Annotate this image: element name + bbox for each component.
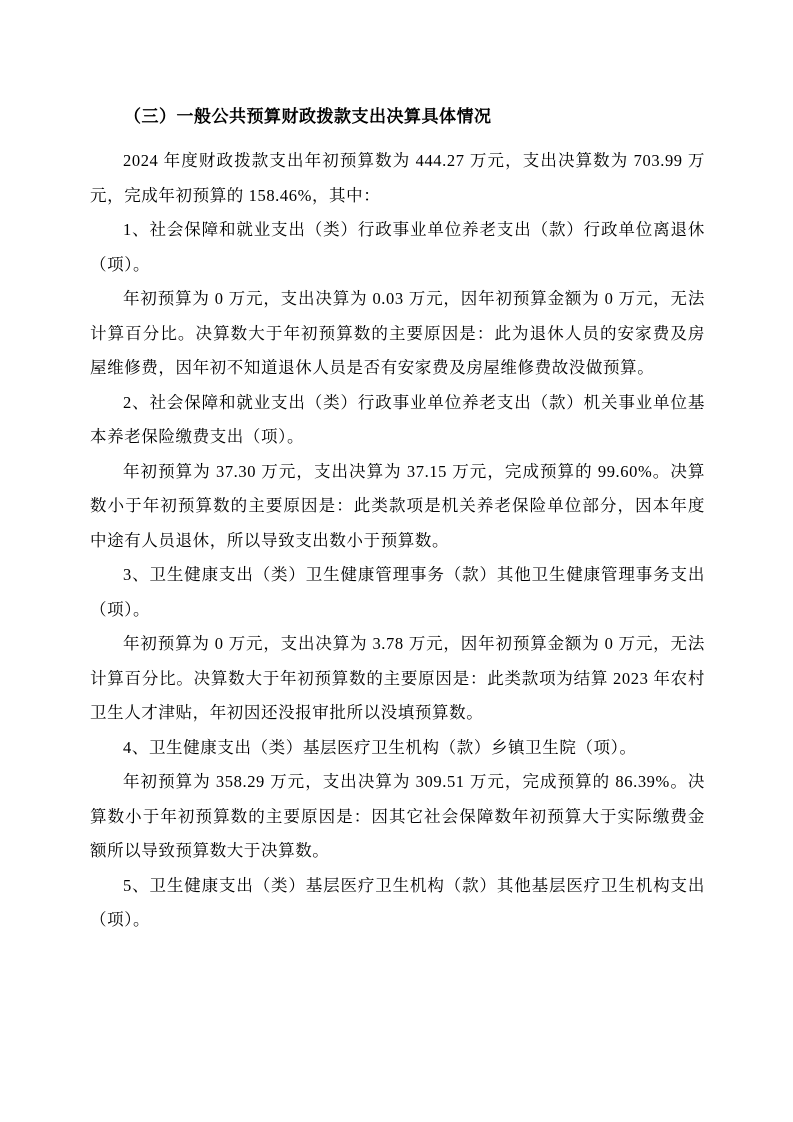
paragraph-item-2-detail: 年初预算为 37.30 万元，支出决算为 37.15 万元，完成预算的 99.60%。决算数小于年初预算数的主要原因是：此类款项是机关养老保险单位部分，因本年度中途有人员退休，所以导致支出数小于预算数。	[90, 461, 705, 550]
paragraph-item-5-title: 5、卫生健康支出（类）基层医疗卫生机构（款）其他基层医疗卫生机构支出（项）。	[90, 875, 705, 929]
section-heading: （三）一般公共预算财政拨款支出决算具体情况	[124, 107, 492, 126]
paragraph-item-1-title: 1、社会保障和就业支出（类）行政事业单位养老支出（款）行政单位离退休（项）。	[90, 220, 705, 274]
paragraph-item-4-detail: 年初预算为 358.29 万元，支出决算为 309.51 万元，完成预算的 86.39%。决算数小于年初预算数的主要原因是：因其它社会保障数年初预算大于实际缴费金额所以导致预算数大于决算数。	[90, 772, 705, 860]
paragraph-item-3-detail: 年初预算为 0 万元，支出决算为 3.78 万元，因年初预算金额为 0 万元，无法计算百分比。决算数大于年初预算数的主要原因是：此类款项为结算 2023 年农村卫生人才津贴，年初因还没报审批所以没填预算数。	[90, 634, 705, 722]
paragraph-item-2-title: 2、社会保障和就业支出（类）行政事业单位养老支出（款）机关事业单位基本养老保险缴费支出（项）。	[90, 392, 705, 446]
paragraph-item-3-title: 3、卫生健康支出（类）卫生健康管理事务（款）其他卫生健康管理事务支出（项）。	[90, 565, 705, 619]
paragraph-item-4-title: 4、卫生健康支出（类）基层医疗卫生机构（款）乡镇卫生院（项）。	[123, 737, 637, 757]
paragraph-item-1-detail: 年初预算为 0 万元，支出决算为 0.03 万元，因年初预算金额为 0 万元，无法计算百分比。决算数大于年初预算数的主要原因是：此为退休人员的安家费及房屋维修费，因年初不知道退休人员是否有安家费及房屋维修费故没做预算。	[90, 289, 705, 377]
paragraph-summary: 2024 年度财政拨款支出年初预算数为 444.27 万元，支出决算数为 703.99 万元，完成年初预算的 158.46%，其中：	[90, 151, 705, 205]
